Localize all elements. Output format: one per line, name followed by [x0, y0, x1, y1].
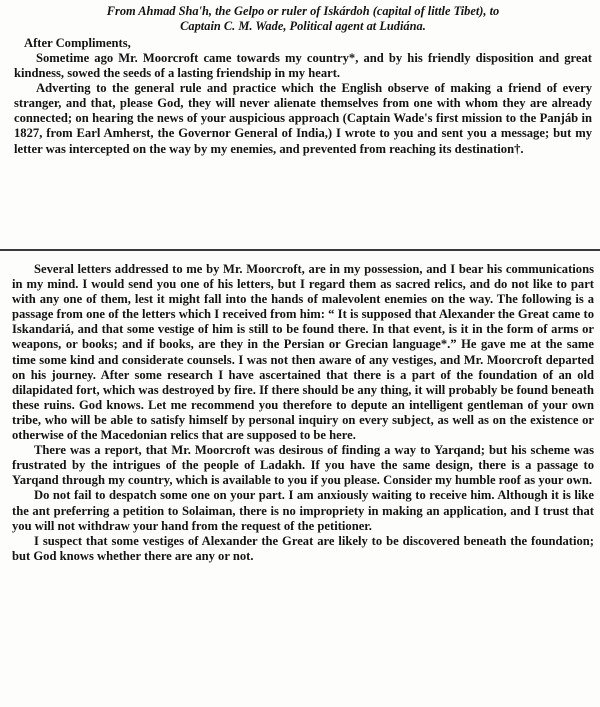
page-divider [0, 249, 600, 251]
bottom-paragraph-4: I suspect that some vestiges of Alexander the Great are likely to be discovered beneath the foundation; but God knows whether there are any or not. [12, 533, 594, 563]
bottom-paragraph-3: Do not fail to despatch some one on your part. I am anxiously waiting to receive him. Although it is like the ant preferring a petition to Solaiman, there is no impropriety in making an application, and I trust that you will not withdraw your hand from the request of the petitioner. [12, 488, 594, 533]
bottom-paragraph-2: There was a report, that Mr. Moorcroft was desirous of finding a way to Yarqand; but his scheme was frustrated by the intrigues of the people of Ladakh. If you have the same design, there is a passage to Yarqand through my country, which is available to you if you please. Consider my humble roof as your own. [12, 443, 594, 488]
bottom-paragraph-1: Several letters addressed to me by Mr. Moorcroft, are in my possession, and I bear his communications in my mind. I would send you one of his letters, but I regard them as sacred relics, and do not like to part with any one of them, lest it might fall into the hands of malevolent enemies on the way. The following is a passage from one of the letters which I received from him: “ It is supposed that Alexander the Great came to Iskandariá, and that some vestige of him is still to be found there. In that event, is it in the form of arms or weapons, or books; and if books, are they in the Persian or Grecian language*.” He gave me at the same time some kind and considerate counsels. I was not then aware of any vestiges, and Mr. Moorcroft departed on his journey. After some research I have ascertained that there is a part of the foundation of an old dilapidated fort, which was destroyed by fire. If there should be any thing, it will probably be found beneath these ruins. God knows. Let me recommend you therefore to depute an intelligent gentleman of your own tribe, who will be able to satisfy himself by personal inquiry on every subject, as well as on the existence or otherwise of the Macedonian relics that are supposed to be here. [12, 262, 594, 443]
letter-heading-line2: Captain C. M. Wade, Political agent at Ludiána. [180, 19, 426, 33]
letter-heading-line1: From Ahmad Sha'h, the Gelpo or ruler of Iskárdoh (capital of little Tibet), to [106, 4, 500, 18]
letter-salutation: After Compliments, [24, 36, 131, 50]
letter-excerpt-top [14, 4, 592, 157]
letter-excerpt-bottom [12, 262, 594, 564]
top-paragraph-1: Sometime ago Mr. Moorcroft came towards my country*, and by his friendly disposition and great kindness, sowed the seeds of a lasting friendship in my heart. [14, 51, 592, 81]
top-paragraph-2: Adverting to the general rule and practice which the English observe of making a friend of every stranger, and that, please God, they will never alienate themselves from one with whom they are already connected; on hearing the news of your auspicious approach (Captain Wade's first mission to the Panjáb in 1827, from Earl Amherst, the Governor General of India,) I wrote to you and sent you a message; but my letter was intercepted on the way by my enemies, and prevented from reaching its destination†. [14, 81, 592, 156]
